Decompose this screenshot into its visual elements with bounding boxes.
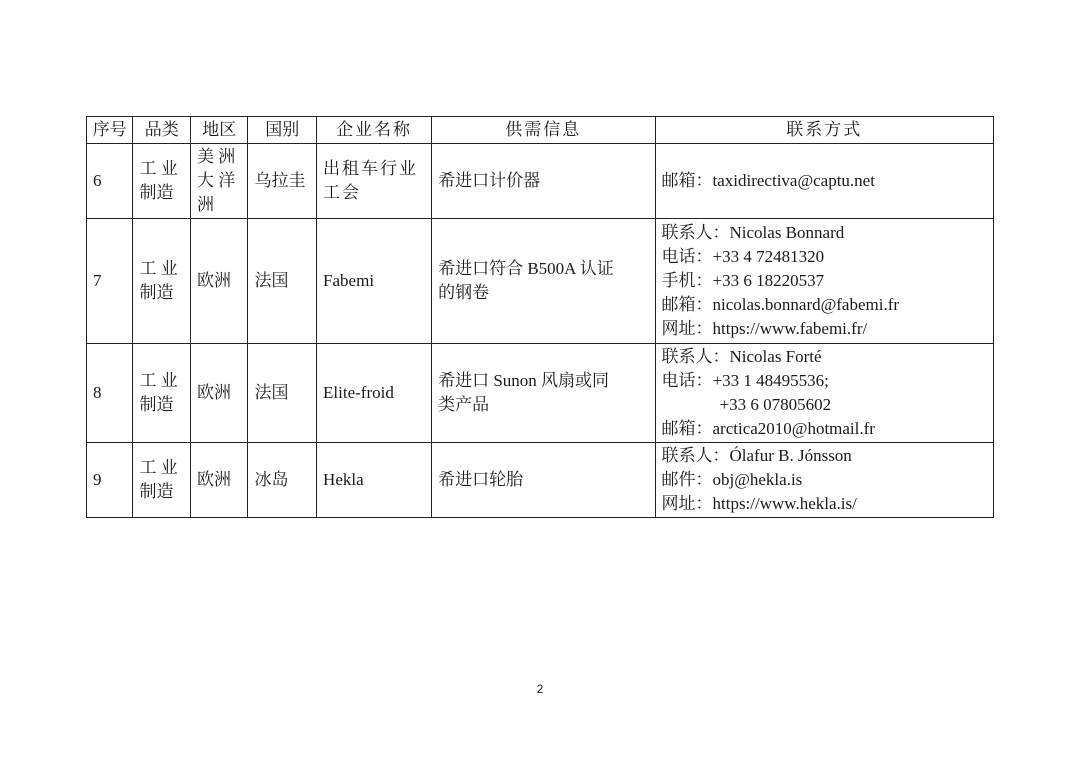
contact-line — [662, 393, 988, 417]
cell-region-line: 欧洲 — [196, 383, 231, 402]
table-header-row — [87, 117, 994, 144]
cell-supply-demand — [432, 219, 655, 344]
cell-no: 6 — [87, 144, 133, 219]
table-row — [87, 144, 994, 219]
cell-category — [133, 344, 191, 443]
cell-country: 乌拉圭 — [248, 144, 317, 219]
contact-email-link[interactable]: arctica2010@hotmail.fr — [712, 419, 875, 438]
cell-no: 9 — [87, 443, 133, 518]
cell-supply-line: 类产品 — [438, 395, 490, 414]
contact-line — [662, 369, 988, 393]
cell-company-line: Fabemi — [323, 271, 375, 290]
cell-region-line: 欧洲 — [196, 271, 231, 290]
contact-label: 电话： — [661, 371, 713, 390]
header-region: 地区 — [190, 117, 248, 144]
contact-label: 网址： — [661, 319, 713, 338]
cell-category-line: 制造 — [139, 395, 174, 414]
contact-line — [662, 492, 988, 516]
cell-company — [317, 443, 432, 518]
cell-category-line: 工 业 — [139, 259, 178, 278]
cell-region — [190, 443, 248, 518]
table-row — [87, 219, 994, 344]
contact-label: 联系人： — [661, 223, 730, 242]
cell-no: 7 — [87, 219, 133, 344]
header-category: 品类 — [133, 117, 191, 144]
cell-region-line: 洲 — [196, 195, 214, 214]
contact-line — [662, 169, 988, 193]
contact-website-link[interactable]: https://www.hekla.is/ — [712, 494, 857, 513]
contact-website-link[interactable]: https://www.fabemi.fr/ — [712, 319, 868, 338]
cell-category-line: 工 业 — [139, 371, 178, 390]
contact-line — [662, 221, 988, 245]
table-row — [87, 443, 994, 518]
contact-line — [662, 317, 988, 341]
contact-label: 网址： — [661, 494, 713, 513]
header-company: 企业名称 — [317, 117, 432, 144]
cell-region — [190, 219, 248, 344]
cell-region-line: 大 洋 — [196, 171, 236, 190]
cell-contact — [655, 144, 994, 219]
contact-label: 联系人： — [661, 347, 730, 366]
header-contact: 联系方式 — [655, 117, 994, 144]
contact-person: Ólafur B. Jónsson — [729, 446, 852, 465]
contact-label: 邮箱： — [661, 295, 713, 314]
cell-category — [133, 219, 191, 344]
cell-company-line: Hekla — [323, 470, 364, 489]
contact-line — [662, 444, 988, 468]
contact-label: 联系人： — [661, 446, 730, 465]
cell-supply-demand — [432, 443, 655, 518]
cell-company — [317, 144, 432, 219]
cell-supply-line: 的钢卷 — [438, 283, 490, 302]
contact-line — [662, 417, 988, 441]
cell-region-line: 欧洲 — [196, 470, 231, 489]
cell-category-line: 制造 — [139, 482, 174, 501]
cell-supply-line: 希进口符合 B500A 认证 — [438, 259, 614, 278]
header-country: 国别 — [248, 117, 317, 144]
cell-no: 8 — [87, 344, 133, 443]
contact-email-link[interactable]: nicolas.bonnard@fabemi.fr — [712, 295, 900, 314]
cell-category — [133, 144, 191, 219]
header-no: 序号 — [87, 117, 133, 144]
cell-region-line: 美 洲 — [196, 147, 236, 166]
contact-label: 手机： — [661, 271, 713, 290]
contact-line — [662, 345, 988, 369]
contact-mobile: +33 6 18220537 — [712, 271, 825, 290]
page-number: 2 — [536, 682, 544, 696]
contact-phone: +33 6 07805602 — [719, 395, 832, 414]
cell-company — [317, 219, 432, 344]
contact-phone: +33 1 48495536; — [712, 371, 829, 390]
cell-category-line: 制造 — [139, 183, 174, 202]
supply-demand-table — [86, 116, 994, 518]
cell-company-line: 工会 — [323, 183, 362, 202]
contact-person: Nicolas Forté — [729, 347, 822, 366]
contact-label: 邮箱： — [661, 171, 713, 190]
cell-category-line: 工 业 — [139, 159, 178, 178]
contact-person: Nicolas Bonnard — [729, 223, 845, 242]
cell-supply-line: 希进口轮胎 — [438, 470, 524, 489]
contact-line — [662, 245, 988, 269]
cell-company-line: 出租车行业 — [323, 159, 419, 178]
cell-supply-line: 希进口 Sunon 风扇或同 — [438, 371, 610, 390]
contact-label: 邮箱： — [661, 419, 713, 438]
cell-category — [133, 443, 191, 518]
table-row — [87, 344, 994, 443]
contact-line — [662, 468, 988, 492]
cell-contact — [655, 443, 994, 518]
cell-region — [190, 144, 248, 219]
cell-country: 法国 — [248, 219, 317, 344]
cell-country: 法国 — [248, 344, 317, 443]
contact-email-link[interactable]: taxidirectiva@captu.net — [712, 171, 875, 190]
cell-company-line: Elite-froid — [323, 383, 394, 402]
cell-region — [190, 344, 248, 443]
contact-email-link[interactable]: obj@hekla.is — [712, 470, 803, 489]
cell-supply-demand — [432, 344, 655, 443]
contact-phone: +33 4 72481320 — [712, 247, 825, 266]
contact-label: 电话： — [661, 247, 713, 266]
contact-label: 邮件： — [661, 470, 713, 489]
cell-country: 冰岛 — [248, 443, 317, 518]
cell-company — [317, 344, 432, 443]
header-supply-demand: 供需信息 — [432, 117, 655, 144]
cell-category-line: 制造 — [139, 283, 174, 302]
cell-supply-demand — [432, 144, 655, 219]
contact-line — [662, 293, 988, 317]
cell-supply-line: 希进口计价器 — [438, 171, 541, 190]
cell-contact — [655, 219, 994, 344]
cell-category-line: 工 业 — [139, 458, 178, 477]
cell-contact — [655, 344, 994, 443]
contact-line — [662, 269, 988, 293]
